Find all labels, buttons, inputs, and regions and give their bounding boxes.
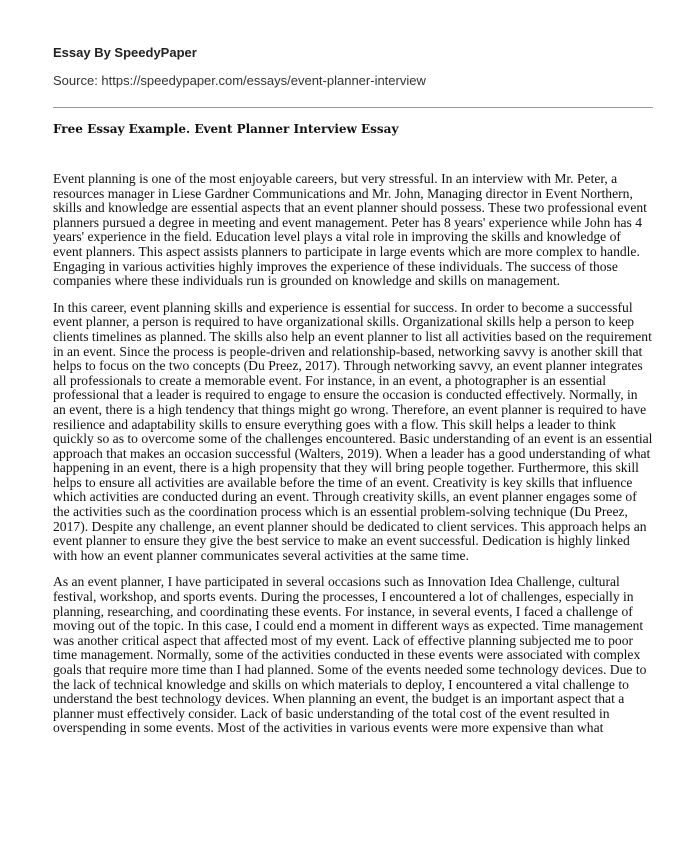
paragraph-3: As an event planner, I have participated in several occasions such as Innovation Idea Challenge, cultural festival, workshop, and sports events. During the processes, I encountered a lot of challenges, especially in planning, researching, and coordinating these events. For instance, in several events, I faced a challenge of moving out of the topic. In this case, I could end a moment in different ways as expected. Time management was another critical aspect that affected most of my event. Lack of effective planning subjected me to poor time management. Normally, some of the activities conducted in these events were associated with complex goals that require more time than I had planned. Some of the events needed some technology devices. Due to the lack of technical knowledge and skills on which materials to deploy, I encountered a vital challenge to understand the best technology devices. When planning an event, the budget is an important aspect that a planner must effectively consider. Lack of basic understanding of the total cost of the event resulted in overspending in some events. Most of the activities in various events were more expensive than what (53, 574, 647, 736)
essay-body (53, 172, 653, 748)
header-divider (53, 107, 653, 108)
brand-heading: Essay By SpeedyPaper (53, 45, 197, 60)
paragraph-2: In this career, event planning skills and experience is essential for success. In order to become a successful event planner, a person is required to have organizational skills. Organizational skills help a person to keep clients timelines as planned. The skills also help an event planner to list all activities based on the requirement in an event. Since the process is people-driven and relationship-based, networking savvy is another skill that helps to focus on the two concepts (Du Preez, 2017). Through networking savvy, an event planner integrates all professionals to create a memorable event. For instance, in an event, a photographer is an essential professional that a leader is required to engage to ensure the occasion is conducted effectively. Normally, in an event, there is a high tendency that things might go wrong. Therefore, an event planner is required to have resilience and adaptability skills to ensure everything goes with a flow. This skill helps a leader to think quickly so as to overcome some of the challenges encountered. Basic understanding of an event is an essential approach that makes an occasion successful (Walters, 2019). When a leader has a good understanding of what happening in an event, there is a high propensity that they will bring people together. Furthermore, this skill helps to ensure all activities are available before the time of an event. Creativity is key skills that influence which activities are conducted during an event. Through creativity skills, an event planner engages some of the activities such as the coordination process which is an essential problem-solving technique (Du Preez, 2017). Despite any challenge, an event planner should be dedicated to client services. This approach helps an event planner to ensure they give the best service to make an event successful. Dedication is highly linked with how an event planner communicates several activities at the same time. (53, 299, 653, 563)
paragraph-1: Event planning is one of the most enjoyable careers, but very stressful. In an interview with Mr. Peter, a resources manager in Liese Gardner Communications and Mr. John, Managing director in Event Northern, skills and knowledge are essential aspects that an event planner should possess. These two professional event planners pursued a degree in meeting and event management. Peter has 8 years' experience while John has 4 years' experience in the field. Education level plays a vital role in improving the skills and knowledge of event planners. This aspect assists planners to participate in large events which are more complex to handle. Engaging in various activities highly improves the experience of these individuals. The success of those companies where these individuals run is grounded on knowledge and skills on management. (53, 171, 647, 289)
essay-title: Free Essay Example. Event Planner Interview Essay (53, 122, 399, 136)
source-line: Source: https://speedypaper.com/essays/event-planner-interview (53, 73, 426, 88)
